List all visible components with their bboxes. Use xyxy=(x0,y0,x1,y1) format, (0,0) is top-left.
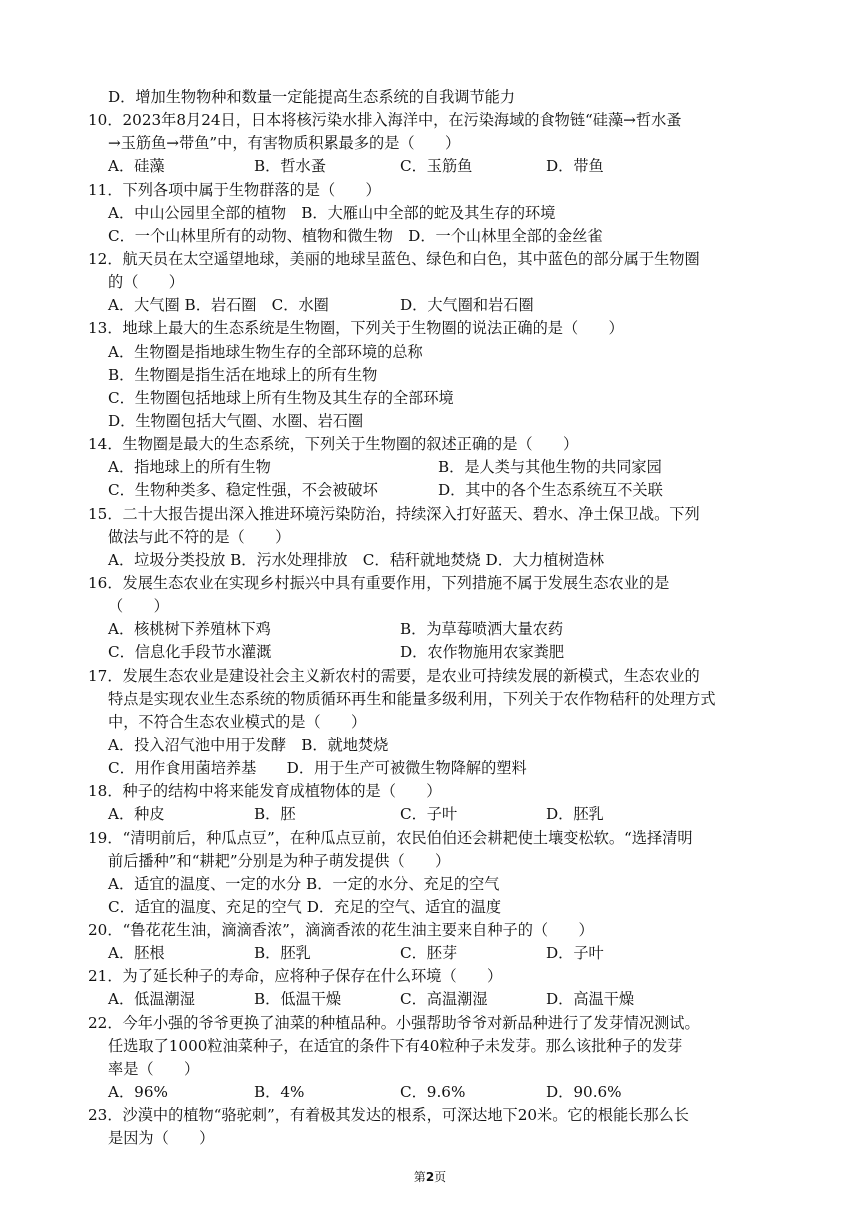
question-stem-continued: 是因为（ ） xyxy=(108,1129,215,1148)
question-stem: 14．生物圈是最大的生态系统，下列关于生物圈的叙述正确的是（ ） xyxy=(88,435,579,454)
answer-options xyxy=(88,86,778,109)
answer-option: B．4% xyxy=(254,1083,305,1102)
question-stem-continued: （ ） xyxy=(108,597,169,616)
answer-option: B．低温干燥 xyxy=(254,990,342,1009)
answer-option: D．生物圈包括大气圈、水圈、岩石圈 xyxy=(108,411,364,430)
answer-options xyxy=(88,341,778,364)
page-number: 2 xyxy=(425,1170,435,1184)
question-stem-continued: →玉筋鱼→带鱼”中，有害物质积累最多的是（ ） xyxy=(108,134,461,153)
answer-option: C．生物种类多、稳定性强，不会被破坏 xyxy=(108,481,378,500)
answer-option: B．是人类与其他生物的共同家园 xyxy=(438,458,662,477)
answer-options xyxy=(88,734,778,757)
answer-options xyxy=(88,225,778,248)
question-stem: 15．二十大报告提出深入推进环境污染防治，持续深入打好蓝天、碧水、净土保卫战。下列 xyxy=(88,504,700,523)
answer-option: C．胚芽 xyxy=(400,944,458,963)
answer-options xyxy=(88,618,778,641)
answer-options xyxy=(88,387,778,410)
answer-option: C．子叶 xyxy=(400,805,458,824)
answer-option: D．90.6% xyxy=(546,1083,622,1102)
answer-option: A．垃圾分类投放 B．污水处理排放 C．秸秆就地焚烧 D．大力植树造林 xyxy=(108,550,605,569)
question-stem: 17．发展生态农业是建设社会主义新农村的需要，是农业可持续发展的新模式，生态农业的 xyxy=(88,666,700,685)
answer-option: B．生物圈是指生活在地球上的所有生物 xyxy=(108,365,378,384)
answer-option: A．硅藻 xyxy=(108,157,165,176)
question-stem: 12．航天员在太空遥望地球，美丽的地球呈蓝色、绿色和白色，其中蓝色的部分属于生物圈 xyxy=(88,249,700,268)
question-stem: 22．今年小强的爷爷更换了油菜的种植品种。小强帮助爷爷对新品种进行了发芽情况测试。 xyxy=(88,1013,700,1032)
answer-options xyxy=(88,456,778,479)
answer-options xyxy=(88,757,778,780)
answer-options xyxy=(88,155,778,178)
answer-option: D．大气圈和岩石圈 xyxy=(400,296,534,315)
answer-options xyxy=(88,896,778,919)
answer-option: D．子叶 xyxy=(546,944,604,963)
question-stem-continued: 前后播种”和“耕耙”分别是为种子萌发提供（ ） xyxy=(108,851,451,870)
answer-option: A．生物圈是指地球生物生存的全部环境的总称 xyxy=(108,342,423,361)
answer-options xyxy=(88,988,778,1011)
answer-option: D．其中的各个生态系统互不关联 xyxy=(438,481,663,500)
question-stem: 10．2023年8月24日，日本将核污染水排入海洋中，在污染海域的食物链“硅藻→哲水蚤 xyxy=(88,111,682,130)
question-stem-continued: 率是（ ） xyxy=(108,1059,200,1078)
answer-option: A．大气圈 B．岩石圈 C．水圈 xyxy=(108,296,329,315)
question-stem: 21．为了延长种子的寿命，应将种子保存在什么环境（ ） xyxy=(88,967,503,986)
answer-options xyxy=(88,479,778,502)
answer-options xyxy=(88,294,778,317)
answer-option: D．高温干燥 xyxy=(546,990,635,1009)
answer-options xyxy=(88,803,778,826)
answer-option: A．投入沼气池中用于发酵 B．就地焚烧 xyxy=(108,735,389,754)
answer-options xyxy=(88,410,778,433)
answer-options xyxy=(88,202,778,225)
answer-option: A．指地球上的所有生物 xyxy=(108,458,271,477)
question-stem: 18．种子的结构中将来能发育成植物体的是（ ） xyxy=(88,782,442,801)
question-stem: 11．下列各项中属于生物群落的是（ ） xyxy=(88,180,381,199)
answer-option: A．胚根 xyxy=(108,944,165,963)
answer-option: B．哲水蚤 xyxy=(254,157,326,176)
question-stem: 16．发展生态农业在实现乡村振兴中具有重要作用，下列措施不属于发展生态农业的是 xyxy=(88,573,670,592)
footer-suffix: 页 xyxy=(434,1170,447,1184)
question-stem-continued: 任选取了1000粒油菜种子，在适宜的条件下有40粒种子未发芽。那么该批种子的发芽 xyxy=(108,1036,683,1055)
answer-option: A．中山公园里全部的植物 B．大雁山中全部的蛇及其生存的环境 xyxy=(108,203,556,222)
answer-options xyxy=(88,641,778,664)
answer-option: C．用作食用菌培养基 D．用于生产可被微生物降解的塑料 xyxy=(108,759,527,778)
answer-option: A．种皮 xyxy=(108,805,165,824)
question-stem-continued: 的（ ） xyxy=(108,273,184,292)
answer-option: A．低温潮湿 xyxy=(108,990,195,1009)
answer-option: D．胚乳 xyxy=(546,805,604,824)
answer-options xyxy=(88,364,778,387)
answer-option: D．农作物施用农家粪肥 xyxy=(400,643,565,662)
answer-options xyxy=(88,1081,778,1104)
answer-option: A．96% xyxy=(108,1083,168,1102)
question-stem-continued: 做法与此不符的是（ ） xyxy=(108,527,291,546)
answer-option: D．增加生物物种和数量一定能提高生态系统的自我调节能力 xyxy=(108,88,516,106)
answer-option: C．高温潮湿 xyxy=(400,990,488,1009)
question-list xyxy=(88,86,778,1150)
answer-option: D．带鱼 xyxy=(546,157,604,176)
answer-options xyxy=(88,942,778,965)
answer-option: C．生物圈包括地球上所有生物及其生存的全部环境 xyxy=(108,388,454,407)
answer-option: B．为草莓喷洒大量农药 xyxy=(400,620,564,639)
answer-option: C．一个山林里所有的动物、植物和微生物 D．一个山林里全部的金丝雀 xyxy=(108,226,603,245)
question-stem-continued: 特点是实现农业生态系统的物质循环再生和能量多级利用，下列关于农作物秸秆的处理方式 xyxy=(108,689,716,708)
footer-prefix: 第 xyxy=(413,1170,426,1184)
answer-option: C．9.6% xyxy=(400,1083,466,1102)
answer-option: C．玉筋鱼 xyxy=(400,157,473,176)
answer-option: C．适宜的温度、充足的空气 D．充足的空气、适宜的温度 xyxy=(108,897,502,916)
question-stem: 23．沙漠中的植物“骆驼刺”，有着极其发达的根系，可深达地下20米。它的根能长那么长 xyxy=(88,1106,689,1125)
question-stem: 19．“清明前后，种瓜点豆”，在种瓜点豆前，农民伯伯还会耕耙使土壤变松软。“选择清明 xyxy=(88,828,693,847)
page-footer xyxy=(0,1168,860,1185)
answer-options xyxy=(88,549,778,572)
answer-option: B．胚乳 xyxy=(254,944,311,963)
question-stem: 13．地球上最大的生态系统是生物圈，下列关于生物圈的说法正确的是（ ） xyxy=(88,319,624,338)
answer-option: A．核桃树下养殖林下鸡 xyxy=(108,620,271,639)
answer-option: B．胚 xyxy=(254,805,296,824)
answer-option: C．信息化手段节水灌溉 xyxy=(108,643,272,662)
answer-options xyxy=(88,873,778,896)
answer-option: A．适宜的温度、一定的水分 B．一定的水分、充足的空气 xyxy=(108,874,500,893)
question-stem-continued: 中，不符合生态农业模式的是（ ） xyxy=(108,712,367,731)
question-stem: 20．“鲁花花生油，滴滴香浓”，滴滴香浓的花生油主要来自种子的（ ） xyxy=(88,921,594,940)
